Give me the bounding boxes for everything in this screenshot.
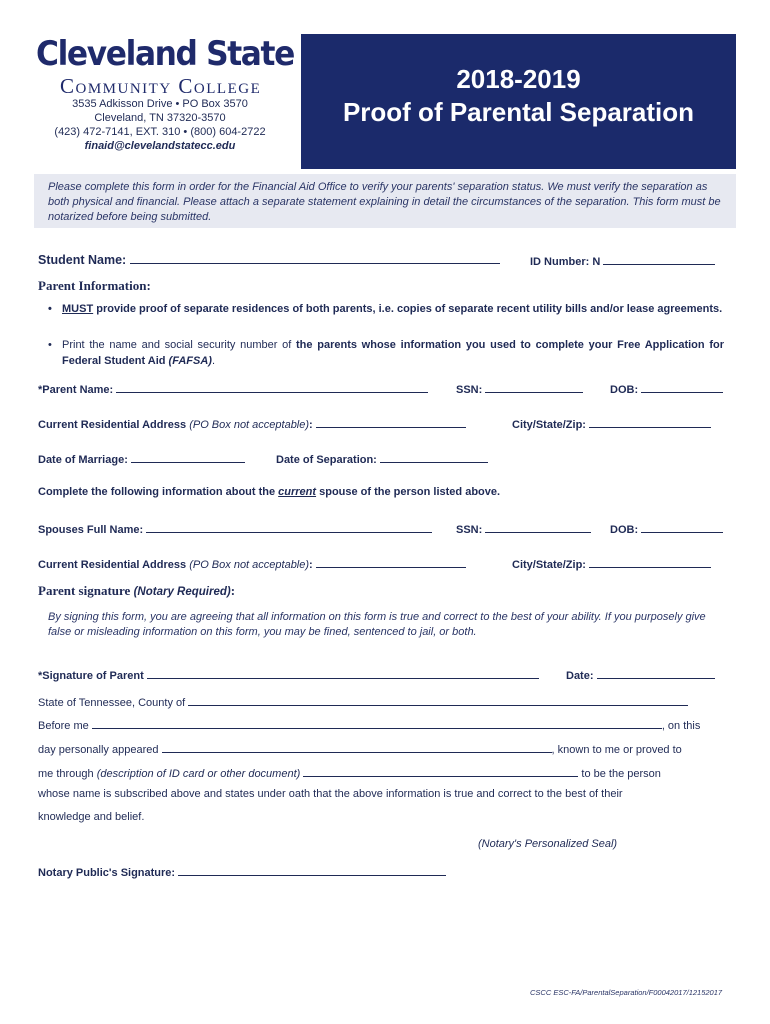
email-link[interactable]: finaid@clevelandstatecc.edu xyxy=(84,140,236,152)
college-address xyxy=(30,97,290,153)
city-state-zip-field[interactable] xyxy=(589,416,711,428)
address-label: Current Residential Address (PO Box not acceptable): xyxy=(38,416,466,431)
address-line-2: Cleveland, TN 37320-3570 xyxy=(94,112,226,124)
signature-date-field[interactable] xyxy=(597,667,715,679)
spouse-dob-field[interactable] xyxy=(641,521,723,533)
parent-name-label: *Parent Name: xyxy=(38,381,428,396)
marriage-date-label: Date of Marriage: xyxy=(38,451,245,466)
address-line-1: 3535 Adkisson Drive • PO Box 3570 xyxy=(72,98,248,110)
before-me-line: Before me , on this xyxy=(38,717,700,732)
id-number-field[interactable] xyxy=(603,253,715,265)
spouse-address-label: Current Residential Address (PO Box not acceptable): xyxy=(38,556,466,571)
appeared-name-field[interactable] xyxy=(162,741,552,753)
college-logo: Cleveland State xyxy=(36,34,294,74)
parent-signature-field[interactable] xyxy=(147,667,539,679)
notary-signature-field[interactable] xyxy=(178,864,446,876)
bullet2-plain: Print the name and social security number of xyxy=(62,339,297,351)
whose-name-line: whose name is subscribed above and states under oath that the above information is true and correct to the best of their xyxy=(38,788,623,800)
bullet2-end: . xyxy=(211,355,215,367)
id-number-label: ID Number: N xyxy=(530,253,715,268)
parent-signature-label: *Signature of Parent xyxy=(38,667,539,682)
address-line-3: (423) 472-7141, EXT. 310 • (800) 604-2722 xyxy=(54,126,266,138)
address-field[interactable] xyxy=(316,416,466,428)
separation-date-label: Date of Separation: xyxy=(276,451,488,466)
parent-info-heading: Parent Information: xyxy=(38,278,151,293)
separation-date-field[interactable] xyxy=(380,451,488,463)
bullet2-bold: the parents whose information you used to complete your Free Application for Federal Student Aid xyxy=(62,339,724,367)
dob-field[interactable] xyxy=(641,381,723,393)
spouse-instruction: Complete the following information about the current spouse of the person listed above. xyxy=(38,486,501,498)
state-county-line: State of Tennessee, County of xyxy=(38,694,688,709)
spouse-name-field[interactable] xyxy=(146,521,432,533)
bullet-proof-residence: • MUST provide proof of separate residences of both parents, i.e. copies of separate recent utility bills and/or lease agreements. xyxy=(48,303,723,315)
day-appeared-line: day personally appeared , known to me or proved to xyxy=(38,741,682,756)
spouse-address-field[interactable] xyxy=(316,556,466,568)
county-field[interactable] xyxy=(188,694,688,706)
student-name-label: Student Name: xyxy=(38,252,500,267)
notary-seal-label: (Notary's Personalized Seal) xyxy=(478,838,618,850)
knowledge-line: knowledge and belief. xyxy=(38,811,145,823)
notary-signature-label: Notary Public's Signature: xyxy=(38,864,446,879)
must-text: MUST xyxy=(62,303,94,315)
marriage-date-field[interactable] xyxy=(131,451,245,463)
college-logo-subtitle: Community College xyxy=(60,74,262,98)
parent-signature-heading: Parent signature (Notary Required): xyxy=(38,583,236,598)
form-title: Proof of Parental Separation xyxy=(342,97,695,127)
parent-name-field[interactable] xyxy=(116,381,428,393)
spouse-city-state-zip-field[interactable] xyxy=(589,556,711,568)
ssn-label: SSN: xyxy=(456,381,583,396)
spouse-city-state-zip-label: City/State/Zip: xyxy=(512,556,711,571)
form-code-footer: CSCC ESC-FA/ParentalSeparation/F00042017/12152017 xyxy=(530,988,723,997)
ssn-field[interactable] xyxy=(485,381,583,393)
id-document-field[interactable] xyxy=(303,765,578,777)
dob-label: DOB: xyxy=(610,381,723,396)
form-year: 2018-2019 xyxy=(456,64,581,94)
spouse-name-label: Spouses Full Name: xyxy=(38,521,432,536)
spouse-ssn-label: SSN: xyxy=(456,521,591,536)
signature-date-label: Date: xyxy=(566,667,715,682)
me-through-line: me through (description of ID card or other document) to be the person xyxy=(38,765,661,780)
spouse-ssn-field[interactable] xyxy=(485,521,591,533)
bullet1-text: provide proof of separate residences of both parents, i.e. copies of separate recent utility bills and/or lease agreements. xyxy=(93,303,723,315)
fafsa-text: (FAFSA) xyxy=(168,355,212,367)
student-name-field[interactable] xyxy=(130,252,500,264)
spouse-dob-label: DOB: xyxy=(610,521,723,536)
bullet-print-name: • Print the name and social security number of the parents whose information you used to complete your Free Application for Federal Student Aid (FAFSA). xyxy=(48,339,724,367)
intro-text: Please complete this form in order for the Financial Aid Office to verify your parents' separation status. We must verify the separation as both physical and financial. Please attach a separate statement explaining in detail the circumstances of the separation. This form must be notarized before being submitted. xyxy=(48,181,721,223)
notary-name-field[interactable] xyxy=(92,717,662,729)
city-state-zip-label: City/State/Zip: xyxy=(512,416,711,431)
signature-disclaimer: By signing this form, you are agreeing that all information on this form is true and correct to the best of your ability. If you purposely give false or misleading information on this form, you may be fined, sentenced to jail, or both. xyxy=(48,611,706,638)
